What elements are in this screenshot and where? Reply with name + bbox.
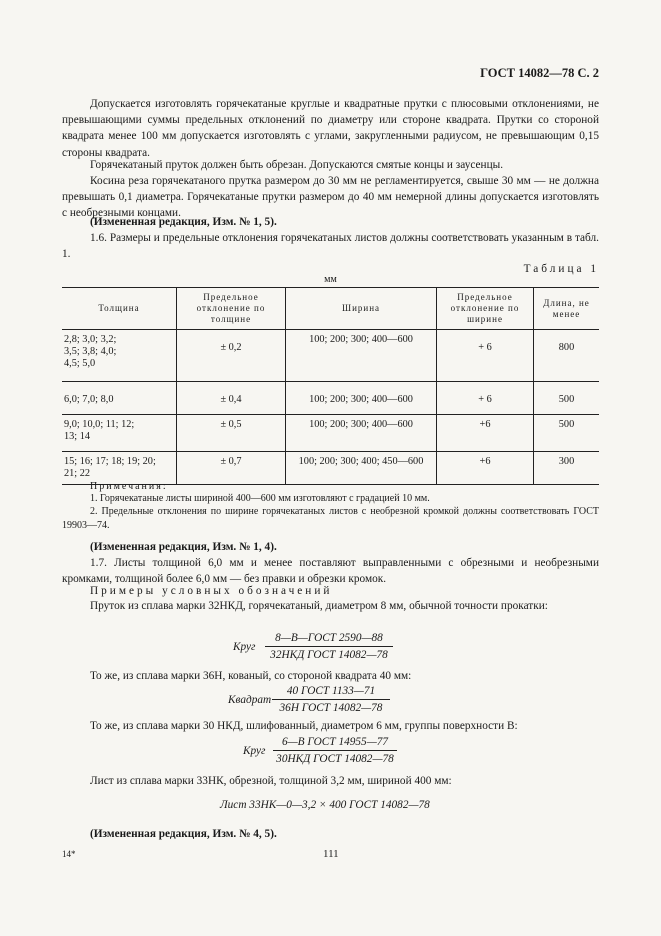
edit-note: (Измененная редакция, Изм. № 1, 4).	[90, 541, 277, 553]
cell: 100; 200; 300; 400; 450—600	[286, 452, 437, 485]
cell: 9,0; 10,0; 11; 12; 13; 14	[62, 415, 177, 452]
table-header-row	[62, 288, 599, 330]
cell: 500	[534, 382, 600, 415]
cell: 100; 200; 300; 400—600	[286, 415, 437, 452]
edit-note: (Измененная редакция, Изм. № 1, 5).	[90, 216, 277, 228]
cell: + 6	[437, 330, 534, 382]
numerator: 8—В—ГОСТ 2590—88	[275, 632, 383, 644]
col-header: Ширина	[286, 288, 437, 330]
paragraph: Пруток из сплава марки 32НКД, горячекатаный, диаметром 8 мм, обычной точности прокатки:	[90, 600, 548, 612]
cell: 6,0; 7,0; 8,0	[62, 382, 177, 415]
paragraph: То же, из сплава марки 36Н, кованый, со стороной квадрата 40 мм:	[90, 670, 412, 682]
formula-fraction	[272, 685, 390, 714]
cell: +6	[437, 452, 534, 485]
denominator: 32НКД ГОСТ 14082—78	[270, 649, 388, 661]
note: 1. Горячекатаные листы шириной 400—600 мм изготовляют с градацией 10 мм.	[90, 493, 430, 504]
dimensions-table	[62, 287, 599, 485]
cell: +6	[437, 415, 534, 452]
paragraph: То же, из сплава марки 30 НКД, шлифованный, диаметром 6 мм, группы поверхности В:	[90, 720, 518, 732]
col-header: Предельное отклонение по толщине	[177, 288, 286, 330]
cell: + 6	[437, 382, 534, 415]
table-units: мм	[324, 274, 337, 285]
formula: Лист 33НК—0—3,2 × 400 ГОСТ 14082—78	[220, 799, 430, 811]
formula-fraction	[273, 736, 397, 765]
formula-label: Круг	[243, 745, 266, 757]
footer-mark: 14*	[62, 849, 76, 859]
cell: ± 0,2	[177, 330, 286, 382]
table-row	[62, 415, 599, 452]
fraction-bar	[273, 750, 397, 751]
edit-note: (Измененная редакция, Изм. № 4, 5).	[90, 828, 277, 840]
paragraph: 1.6. Размеры и предельные отклонения горячекатаных листов должны соответствовать указанным в табл. 1.	[62, 232, 599, 261]
numerator: 6—В ГОСТ 14955—77	[281, 736, 389, 748]
table-row	[62, 382, 599, 415]
cell: ± 0,7	[177, 452, 286, 485]
fraction-bar	[272, 699, 390, 700]
denominator: 30НКД ГОСТ 14082—78	[276, 753, 394, 765]
note: 2. Предельные отклонения по ширине горячекатаных листов с необрезной кромкой должны соответствовать ГОСТ 19903—74.	[62, 506, 599, 531]
cell: ± 0,5	[177, 415, 286, 452]
cell: 100; 200; 300; 400—600	[286, 330, 437, 382]
col-header: Предельное отклонение по ширине	[437, 288, 534, 330]
page-header: ГОСТ 14082—78 С. 2	[480, 66, 599, 80]
paragraph: Лист из сплава марки 33НК, обрезной, толщиной 3,2 мм, шириной 400 мм:	[90, 775, 452, 787]
paragraph: 1.7. Листы толщиной 6,0 мм и менее поставляют выправленными с обрезными и необрезными кромками, толщиной более 6,0 мм — без правки и обрезки кромок.	[62, 557, 599, 586]
cell: ± 0,4	[177, 382, 286, 415]
cell: 2,8; 3,0; 3,2; 3,5; 3,8; 4,0; 4,5; 5,0	[62, 330, 177, 382]
cell: 300	[534, 452, 600, 485]
table-row	[62, 330, 599, 382]
cell: 15; 16; 17; 18; 19; 20; 21; 22	[62, 452, 177, 485]
denominator: 36Н ГОСТ 14082—78	[279, 702, 383, 714]
notes-title: Примечания:	[90, 481, 168, 492]
formula-fraction	[265, 632, 393, 661]
page-number: 111	[323, 848, 339, 860]
paragraph: Косина реза горячекатаного прутка размером до 30 мм не регламентируется, свыше 30 мм — не должна превышать 0,1 диаметра. Горячекатаные прутки размером до 40 мм немерной длины допускается изготовлять с необрезными концами.	[62, 175, 599, 220]
examples-title: Примеры условных обозначений	[90, 585, 333, 597]
paragraph: Допускается изготовлять горячекатаные круглые и квадратные прутки с плюсовыми отклонениями, не превышающими суммы предельных отклонений по диаметру или стороне квадрата. Прутки со стороной квадрата менее 100 мм допускается изготовлять с углами, закругленными радиусом, не превышающим 0,15 стороны квадрата.	[62, 98, 599, 159]
cell: 800	[534, 330, 600, 382]
fraction-bar	[265, 646, 393, 647]
cell: 500	[534, 415, 600, 452]
col-header: Толщина	[62, 288, 177, 330]
table-caption: Таблица 1	[523, 263, 599, 275]
col-header: Длина, не менее	[534, 288, 600, 330]
numerator: 40 ГОСТ 1133—71	[286, 685, 376, 697]
formula-label: Квадрат	[228, 694, 272, 706]
cell: 100; 200; 300; 400—600	[286, 382, 437, 415]
paragraph: Горячекатаный пруток должен быть обрезан. Допускаются смятые концы и заусенцы.	[90, 159, 504, 171]
formula-label: Круг	[233, 641, 256, 653]
